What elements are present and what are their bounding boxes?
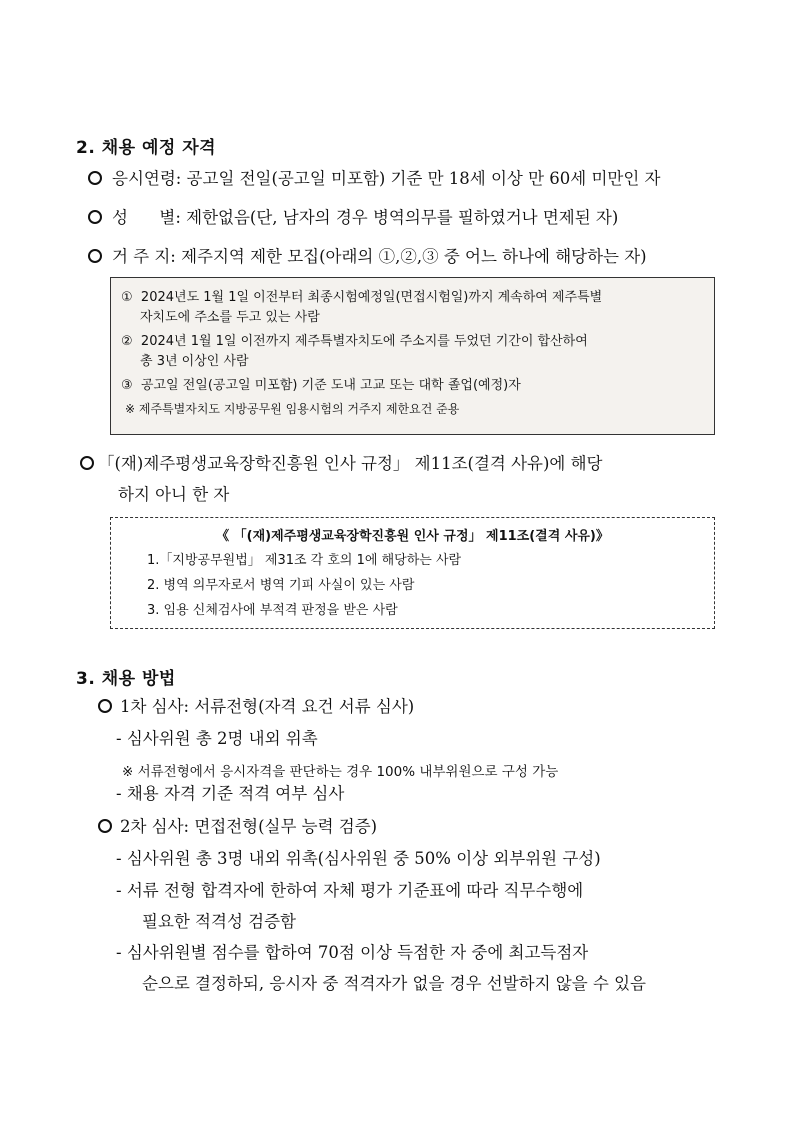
age-requirement: 응시연령: 공고일 전일(공고일 미포함) 기준 만 18세 이상 만 60세 미만인 자 [88,168,660,190]
personnel-rule-requirement-cont: 하지 아니 한 자 [118,485,230,504]
gender-requirement: 성 별: 제한없음(단, 남자의 경우 병역의무를 필하였거나 면제된 자) [88,207,618,229]
stage-1-note: ※ 서류전형에서 응시자격을 판단하는 경우 100% 내부위원으로 구성 가능 [122,764,559,780]
personnel-rule-requirement: 「(재)제주평생교육장학진흥원 인사 규정」 제11조(결격 사유)에 해당 [80,453,602,475]
circle-bullet-icon [88,171,102,185]
stage-2-review: 2차 심사: 면접전형(실무 능력 검증) [98,816,377,838]
residence-conditions-box [110,277,715,435]
condition-2-cont: 총 3년 이상인 사람 [140,354,249,369]
circle-bullet-icon [88,249,102,263]
disqualification-item-2: 2. 병역 의무자로서 병역 기피 사실이 있는 사람 [147,578,415,593]
stage-2-item-c-cont: 순으로 결정하되, 응시자 중 적격자가 없을 경우 선발하지 않을 수 있음 [142,974,646,993]
stage-2-item-c: - 심사위원별 점수를 합하여 70점 이상 득점한 자 중에 최고득점자 [116,943,589,962]
disqualification-box [110,517,715,629]
section-2-heading: 2. 채용 예정 자격 [76,138,217,158]
stage-1-item-a: - 심사위원 총 2명 내외 위촉 [116,729,318,748]
condition-note: ※ 제주특별자치도 지방공무원 임용시험의 거주지 제한요건 준용 [125,402,460,416]
stage-2-item-b-cont: 필요한 적격성 검증함 [142,912,296,931]
condition-3: ③ 공고일 전일(공고일 미포함) 기준 도내 고교 또는 대학 졸업(예정)자 [121,378,521,393]
circle-bullet-icon [98,699,112,713]
disqualification-item-3: 3. 임용 신체검사에 부적격 판정을 받은 사람 [147,603,398,618]
condition-1: ① 2024년도 1월 1일 이전부터 최종시험예정일(면접시험일)까지 계속하여 제주특별 [121,290,603,305]
condition-2: ② 2024년 1월 1일 이전까지 제주특별자치도에 주소지를 두었던 기간이 합산하여 [121,334,588,349]
circle-bullet-icon [80,456,94,470]
stage-2-item-a: - 심사위원 총 3명 내외 위촉(심사위원 중 50% 이상 외부위원 구성) [116,849,601,868]
condition-1-cont: 자치도에 주소를 두고 있는 사람 [140,310,320,325]
section-3-heading: 3. 채용 방법 [76,669,176,689]
circle-bullet-icon [88,210,102,224]
stage-1-review: 1차 심사: 서류전형(자격 요건 서류 심사) [98,696,414,718]
disqualification-title: 《 「(재)제주평생교육장학진흥원 인사 규정」 제11조(결격 사유)》 [216,529,609,544]
stage-1-item-b: - 채용 자격 기준 적격 여부 심사 [116,784,345,803]
residence-requirement: 거 주 지: 제주지역 제한 모집(아래의 ①,②,③ 중 어느 하나에 해당하는 자) [88,246,647,268]
disqualification-item-1: 1.「지방공무원법」 제31조 각 호의 1에 해당하는 사람 [147,553,462,568]
circle-bullet-icon [98,819,112,833]
stage-2-item-b: - 서류 전형 합격자에 한하여 자체 평가 기준표에 따라 직무수행에 [116,881,584,900]
